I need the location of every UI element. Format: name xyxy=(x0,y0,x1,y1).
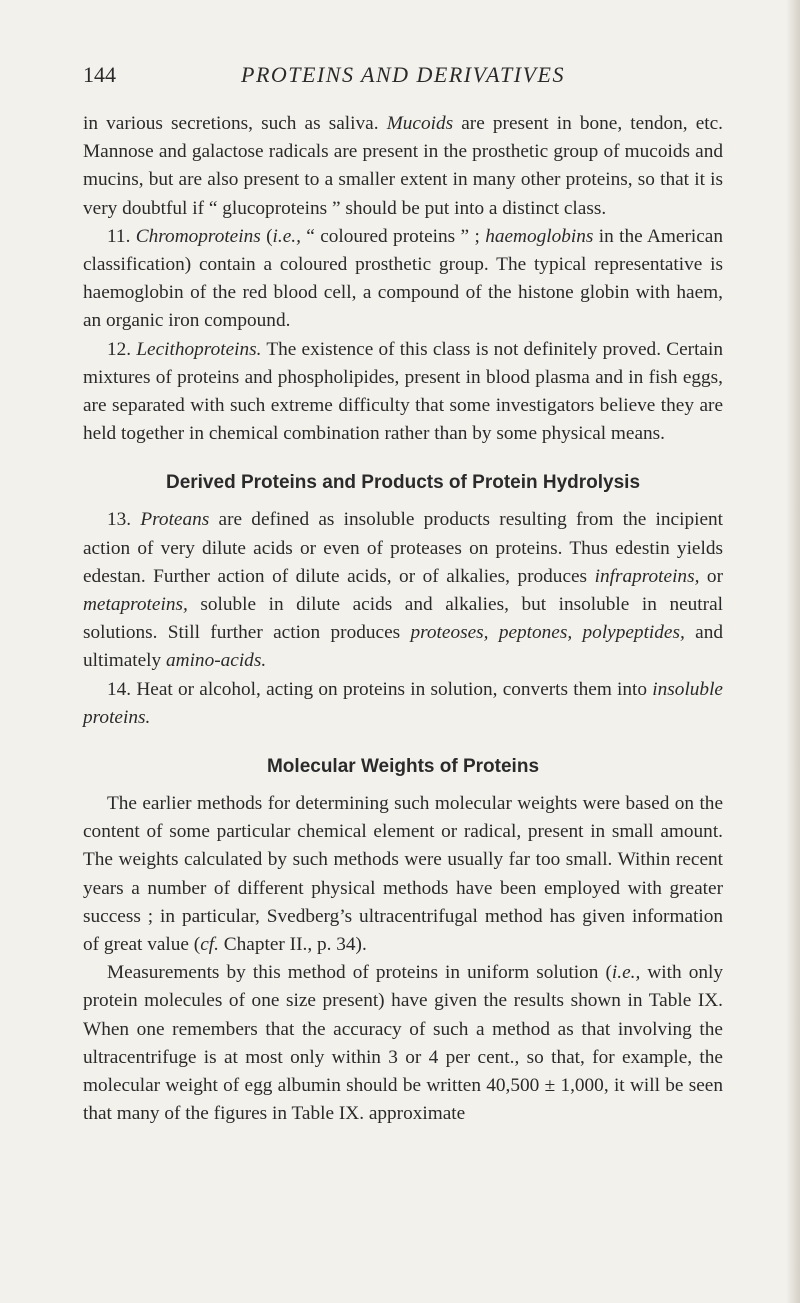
paragraph-lecithoproteins: 12. Lecithoproteins. The existence of this class is not definitely proved. Certain mixtures of proteins and phospholipides, present in blood plasma and in fish eggs, are separated with such extreme difficulty that some investigators believe they are held together in chemical combination rather than by some physical means. xyxy=(83,338,723,445)
paragraph-chromoproteins: 11. Chromoproteins (i.e., “ coloured proteins ” ; haemoglobins in the American classification) contain a coloured prosthetic group. The typical representative is haemoglobin of the red blood cell, a compound of the histone globin with haem, an organic iron compound. xyxy=(83,225,723,332)
page-edge-shadow xyxy=(786,0,800,1303)
section-heading-molecular-weights: Molecular Weights of Proteins xyxy=(266,756,540,778)
paragraph-mucoids: in various secretions, such as saliva. Mucoids are present in bone, tendon, etc. Mannose and galactose radicals are present in the prosthetic group of mucoids and mucins, but are also present to a smaller extent in many other proteins, so that it is very doubtful if “ glucoproteins ” should be put into a distinct class. xyxy=(83,113,724,219)
page-number: 144 xyxy=(83,62,116,87)
paragraph-insoluble-proteins: 14. Heat or alcohol, acting on proteins in solution, converts them into insoluble proteins. xyxy=(83,678,723,728)
page-body xyxy=(83,110,723,1129)
running-title: PROTEINS AND DERIVATIVES xyxy=(241,62,565,87)
paragraph-measurements: Measurements by this method of proteins in uniform solution (i.e., with only protein molecules of one size present) have given the results shown in Table IX. When one remembers that the accuracy of such a method as that involving the ultracentrifuge is at most only within 3 or 4 per cent., so that, for example, the molecular weight of egg albumin should be written 40,500 ± 1,000, it will be seen that many of the figures in Table IX. approximate xyxy=(83,962,723,1125)
paragraph-proteans: 13. Proteans are defined as insoluble products resulting from the incipient action of very dilute acids or even of proteases on proteins. Thus edestin yields edestan. Further action of dilute acids, or of alkalies, produces infraproteins, or metaproteins, soluble in dilute acids and alkalies, but insoluble in neutral solutions. Still further action produces proteoses, peptones, polypeptides, and ultimately amino-acids. xyxy=(83,509,724,672)
section-heading-derived-proteins: Derived Proteins and Products of Protein Hydrolysis xyxy=(165,472,641,494)
paragraph-earlier-methods: The earlier methods for determining such molecular weights were based on the content of some particular chemical element or radical, present in small amount. The weights calculated by such methods were usually far too small. Within recent years a number of different physical methods have been employed with greater success ; in particular, Svedberg’s ultracentrifugal method has given information of great value (cf. Chapter II., p. 34). xyxy=(83,793,723,956)
page-header xyxy=(83,62,723,92)
